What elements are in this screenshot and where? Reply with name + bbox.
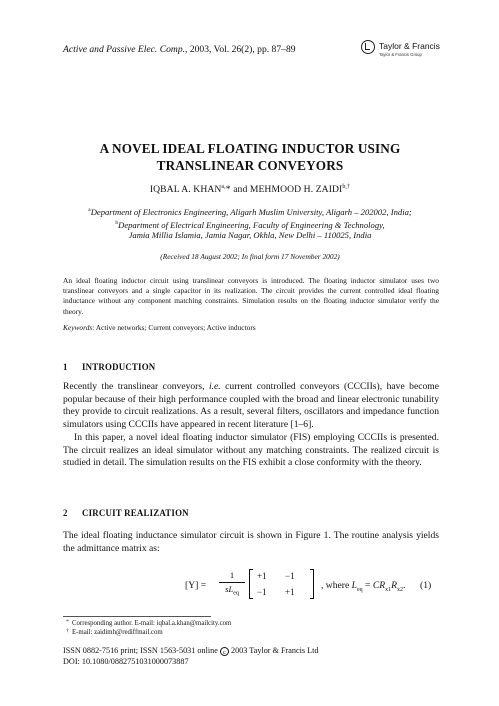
copyright-holder: 2003 Taylor & Francis Ltd (228, 646, 319, 655)
equation-period: . (403, 580, 406, 591)
issn-line (63, 646, 319, 656)
author-separator: * and (225, 184, 250, 196)
section-1-p1-text-a: Recently the translinear conveyors, (63, 381, 209, 392)
equation-1 (185, 566, 455, 606)
matrix-left-bracket (249, 569, 253, 599)
section-1-heading (63, 362, 155, 372)
section-2-paragraph-1: The ideal floating inductance simulator circuit is shown in Figure 1. The routine analysis yields the admittance matrix as: (63, 530, 439, 554)
c-var: C (372, 580, 380, 591)
doi-line: DOI: 10.1080/0882751031000073887 (63, 657, 189, 666)
affiliation-a-text: Department of Electronics Engineering, Aligarh Muslim University, Aligarh – 202002, India; (90, 206, 412, 217)
footnote-1-text: Corresponding author. E-mail: iqbal.a.khan@mailcity.com (72, 620, 232, 627)
affiliation-b-text: Department of Electrical Engineering, Faculty of Engineering & Technology, (118, 219, 385, 230)
abstract: An ideal floating inductor circuit using translinear conveyors is introduced. The floating inductor simulator uses two translinear conveyors and a single capacitor in its realization. The circuit provides the current controlled ideal floating inductance without any component matching constraints. Simulation results on the floating inductor simulator verify the theory. (63, 276, 439, 316)
footnote-1-mark: * (66, 619, 69, 625)
footnote-1 (63, 619, 231, 627)
fraction-denominator (219, 584, 245, 600)
section-1-p2-text: In this paper, a novel ideal floating inductor simulator (FIS) employing CCCIIs is presented. The circuit realizes an ideal simulator without any matching constraints. The realized circuit is studied in detail. The simulation results on the FIS exhibit a close conformity with the theory. (63, 432, 439, 469)
journal-name: Active and Passive Elec. Comp. (63, 44, 186, 55)
journal-volume-pages: , 2003, Vol. 26(2), pp. 87–89 (185, 44, 296, 55)
section-1-paragraph-2 (63, 432, 439, 470)
r1-sub: x1 (385, 586, 392, 593)
author-2: MEHMOOD H. ZAIDI (249, 184, 343, 196)
author-2-marks: b,† (342, 184, 351, 190)
footnote-rule (63, 616, 211, 617)
paper-title (60, 141, 440, 174)
author-list (60, 184, 440, 195)
publisher-logo (361, 40, 441, 66)
l-var: L (351, 580, 357, 591)
where-text: , where (321, 580, 352, 591)
r2-sub: x2 (397, 586, 404, 593)
publisher-logo-subtext: Taylor & Francis Group (379, 52, 422, 57)
affiliation-b-mark: b (115, 219, 119, 226)
matrix-m12: −1 (285, 571, 295, 581)
footnote-2-mark: † (66, 628, 69, 634)
equation-lhs: [Y] = (185, 580, 207, 591)
fraction-bar (219, 582, 245, 583)
footnote-2-text: E-mail: zaidimh@rediffmail.com (72, 629, 163, 636)
section-2-title: CIRCUIT REALIZATION (82, 508, 189, 518)
equation-number: (1) (420, 580, 432, 591)
section-2-heading (63, 508, 189, 518)
matrix-right-bracket (310, 569, 314, 599)
title-line-1: A NOVEL IDEAL FLOATING INDUCTOR USING (99, 141, 401, 156)
matrix-m11: +1 (257, 571, 267, 581)
r2-var: R (391, 580, 398, 591)
affiliations (60, 205, 440, 241)
received-dates: (Received 18 August 2002; In final form 17 November 2002) (160, 252, 340, 261)
section-1-p1-text-b: current controlled conveyors (CCCIIs), have become popular because of their high performance coupled with the broad and linear electronic tunability they provide to circuit realizations. As a result, several filters, oscillators and impedance function simulators using CCCIIs have appeared in recent literature [1–6]. (63, 381, 439, 430)
journal-citation (63, 44, 296, 55)
r1-var: R (379, 580, 386, 591)
l-sub: eq (356, 586, 363, 593)
footnote-2 (63, 628, 163, 636)
fraction-numerator: 1 (229, 570, 235, 580)
publisher-logo-icon (361, 40, 375, 54)
affiliation-a-mark: a (88, 207, 91, 213)
section-1-p1-ie: i.e. (208, 381, 221, 392)
denominator-var: sL (225, 584, 234, 594)
equals-sign: = (362, 580, 373, 591)
keywords-text: : Active networks; Current conveyors; Active inductors (92, 323, 256, 332)
section-2-number: 2 (63, 508, 68, 518)
section-1-title: INTRODUCTION (82, 362, 156, 372)
copyright-icon: c (220, 647, 229, 656)
issn-text: ISSN 0882-7516 print; ISSN 1563-5031 online (63, 646, 220, 655)
matrix-m21: −1 (257, 587, 267, 597)
section-1-paragraph-1 (63, 381, 439, 431)
author-1-marks: a, (221, 184, 226, 190)
affiliation-b-line-2: Jamia Millia Islamia, Jamia Nagar, Okhla, New Delhi – 110025, India (128, 230, 372, 241)
publisher-logo-text: Taylor & Francis (379, 41, 440, 51)
denominator-sub: eq (233, 590, 239, 597)
affiliation-b (60, 218, 440, 231)
keywords-label: Keywords (63, 323, 93, 332)
keywords (63, 323, 256, 332)
author-1: IQBAL A. KHAN (149, 184, 222, 196)
title-line-2: TRANSLINEAR CONVEYORS (156, 157, 344, 173)
equation-where-clause (321, 580, 405, 593)
section-1-number: 1 (63, 362, 68, 372)
equation-fraction (219, 570, 245, 600)
matrix-m22: +1 (285, 587, 295, 597)
affiliation-a (60, 205, 440, 218)
